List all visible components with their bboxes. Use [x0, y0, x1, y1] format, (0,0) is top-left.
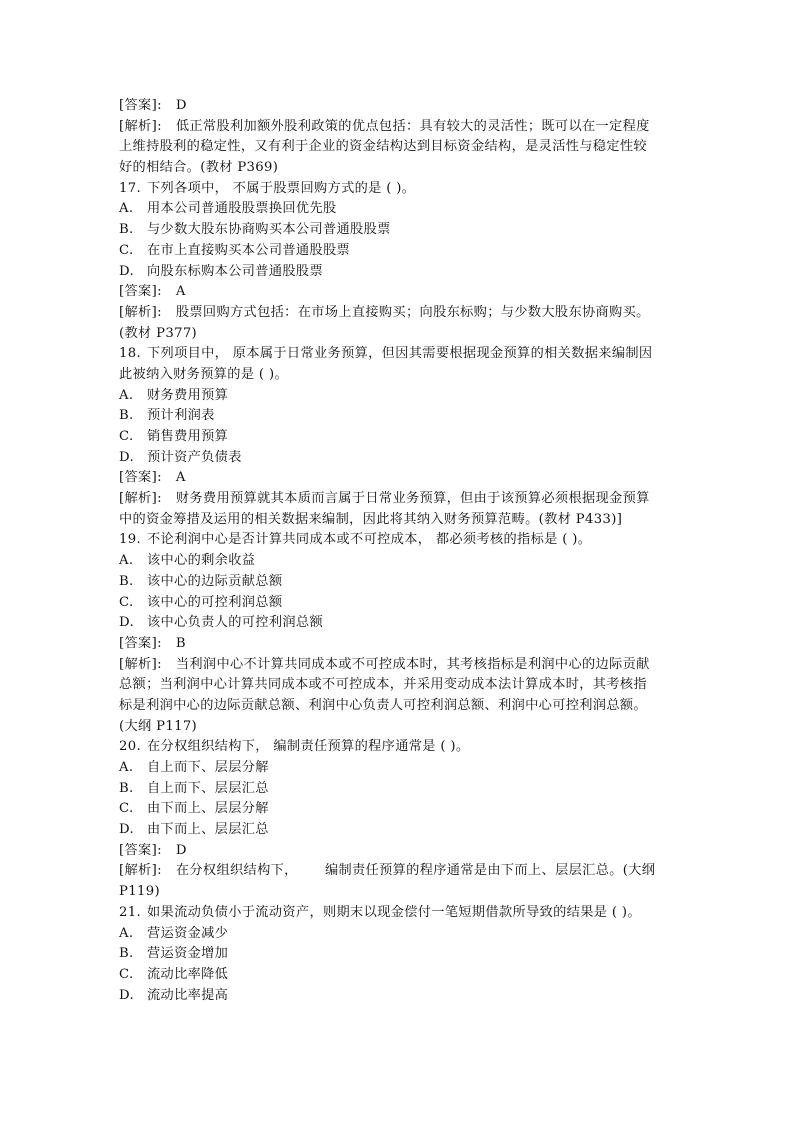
option-d [119, 613, 679, 634]
option-c [119, 799, 679, 820]
answer-tag: [答案]: [119, 635, 162, 651]
question-number: 19. [119, 532, 142, 548]
option-c [119, 593, 679, 614]
option-text: 用本公司普通股股票换回优先股 [147, 201, 337, 217]
option-key: B. [119, 573, 134, 589]
option-key: D. [119, 987, 134, 1003]
option-text: 由下而上、层层分解 [147, 801, 269, 817]
analysis-text: 股票回购方式包括：在市场上直接购买；向股东标购；与少数大股东协商购买。 [175, 304, 650, 320]
option-text: 与少数大股东协商购买本公司普通股股票 [147, 222, 391, 238]
option-key: A. [119, 760, 134, 775]
answer-line [119, 468, 679, 489]
answer-value: B [175, 635, 186, 651]
option-key: D. [119, 263, 134, 279]
answer-line [119, 282, 679, 303]
option-text: 自上而下、层层汇总 [147, 780, 269, 796]
question-number: 20. [119, 739, 142, 755]
option-key: C. [119, 242, 134, 258]
option-c [119, 427, 679, 448]
question-stem [119, 179, 679, 200]
question-number: 17. [119, 180, 142, 196]
analysis-line: 上维持股利的稳定性，又有利于企业的资金结构达到目标资金结构，是灵活性与稳定性较 [119, 139, 647, 155]
option-text: 营运资金减少 [147, 925, 229, 941]
answer-line [119, 96, 679, 117]
question-text: 如果流动负债小于流动资产，则期末以现金偿付一笔短期借款所导致的结果是 ( )。 [147, 904, 641, 920]
option-text: 流动比率提高 [147, 987, 229, 1003]
option-key: A. [119, 201, 134, 217]
analysis-line [119, 303, 679, 324]
option-key: B. [119, 408, 134, 424]
analysis-line: 总额；当利润中心计算共同成本或不可控成本，并采用变动成本法计算成本时，其考核指 [119, 677, 647, 693]
option-text: 该中心的剩余收益 [147, 553, 256, 569]
question-text: 下列项目中， 原本属于日常业务预算，但因其需要根据现金预算的相关数据来编制因 [147, 346, 653, 362]
analysis-tag: [解析]: [119, 656, 162, 672]
analysis-line [119, 861, 679, 882]
analysis-line: P119) [119, 884, 160, 900]
option-text: 该中心的边际贡献总额 [147, 573, 283, 589]
analysis-line [119, 489, 679, 510]
option-text: 营运资金增加 [147, 946, 229, 962]
option-text: 该中心负责人的可控利润总额 [147, 615, 323, 631]
option-key: B. [119, 780, 134, 796]
option-b [119, 220, 679, 241]
answer-value: D [175, 842, 187, 858]
option-b [119, 406, 679, 427]
option-text: 财务费用预算 [147, 387, 229, 403]
option-a [119, 199, 679, 220]
option-key: C. [119, 966, 134, 982]
question-stem-cont: 此被纳入财务预算的是 ( )。 [119, 366, 288, 382]
document-page [119, 96, 679, 1006]
option-key: C. [119, 429, 134, 444]
option-key: C. [119, 801, 134, 817]
option-a [119, 924, 679, 945]
option-text: 预计利润表 [147, 408, 215, 424]
answer-line [119, 634, 679, 655]
option-key: D. [119, 615, 134, 631]
option-a [119, 551, 679, 572]
question-stem [119, 737, 679, 758]
option-b [119, 779, 679, 800]
option-d [119, 820, 679, 841]
option-d [119, 262, 679, 283]
option-text: 该中心的可控利润总额 [147, 594, 283, 610]
answer-line [119, 841, 679, 862]
option-key: D. [119, 822, 134, 838]
option-key: A. [119, 925, 134, 941]
option-text: 由下而上、层层汇总 [147, 822, 269, 838]
option-key: B. [119, 222, 134, 238]
question-stem [119, 344, 679, 365]
analysis-line: 中的资金筹措及运用的相关数据来编制，因此将其纳入财务预算范畴。(教材 P433)] [119, 511, 623, 527]
question-text: 不论利润中心是否计算共同成本或不可控成本， 都必须考核的指标是 ( )。 [147, 532, 592, 548]
analysis-line: 标是利润中心的边际贡献总额、利润中心负责人可控利润总额、利润中心可控利润总额。 [119, 697, 647, 713]
option-a [119, 758, 679, 779]
option-text: 流动比率降低 [147, 966, 229, 982]
analysis-text: 低正常股利加额外股利政策的优点包括：具有较大的灵活性；既可以在一定程度 [175, 118, 650, 134]
analysis-line [119, 655, 679, 676]
question-number: 18. [119, 346, 142, 362]
answer-tag: [答案]: [119, 98, 162, 113]
option-b [119, 572, 679, 593]
analysis-tag: [解析]: [119, 118, 162, 134]
question-stem [119, 530, 679, 551]
option-c [119, 965, 679, 986]
analysis-line: (教材 P377) [119, 325, 198, 341]
answer-tag: [答案]: [119, 284, 162, 300]
analysis-text: 当利润中心不计算共同成本或不可控成本时，其考核指标是利润中心的边际贡献 [175, 656, 650, 672]
option-d [119, 986, 679, 1007]
question-text: 在分权组织结构下， 编制责任预算的程序通常是 ( )。 [147, 739, 470, 755]
answer-value: A [175, 470, 186, 486]
question-stem [119, 903, 679, 924]
option-key: C. [119, 594, 134, 610]
option-key: A. [119, 387, 134, 403]
option-key: B. [119, 946, 134, 962]
analysis-tag: [解析]: [119, 304, 162, 320]
option-text: 预计资产负债表 [147, 449, 242, 465]
analysis-line: (大纲 P117) [119, 718, 198, 734]
analysis-tag: [解析]: [119, 863, 162, 879]
option-c [119, 241, 679, 262]
analysis-text: 财务费用预算就其本质而言属于日常业务预算，但由于该预算必须根据现金预算 [175, 491, 650, 507]
analysis-tag: [解析]: [119, 491, 162, 507]
option-text: 向股东标购本公司普通股股票 [147, 263, 323, 279]
answer-value: A [175, 284, 186, 300]
analysis-line: 好的相结合。(教材 P369) [119, 160, 279, 176]
option-b [119, 944, 679, 965]
question-number: 21. [119, 904, 142, 920]
option-key: D. [119, 449, 134, 465]
answer-tag: [答案]: [119, 470, 162, 486]
option-text: 销售费用预算 [147, 429, 229, 444]
analysis-line [119, 117, 679, 138]
option-a [119, 386, 679, 407]
option-key: A. [119, 553, 134, 569]
question-text: 下列各项中， 不属于股票回购方式的是 ( )。 [147, 180, 416, 196]
answer-value: D [175, 98, 187, 113]
analysis-text: 在分权组织结构下， 编制责任预算的程序通常是由下而上、层层汇总。(大纲 [175, 863, 656, 879]
answer-tag: [答案]: [119, 842, 162, 858]
option-text: 自上而下、层层分解 [147, 760, 269, 775]
option-text: 在市上直接购买本公司普通股股票 [147, 242, 351, 258]
option-d [119, 448, 679, 469]
